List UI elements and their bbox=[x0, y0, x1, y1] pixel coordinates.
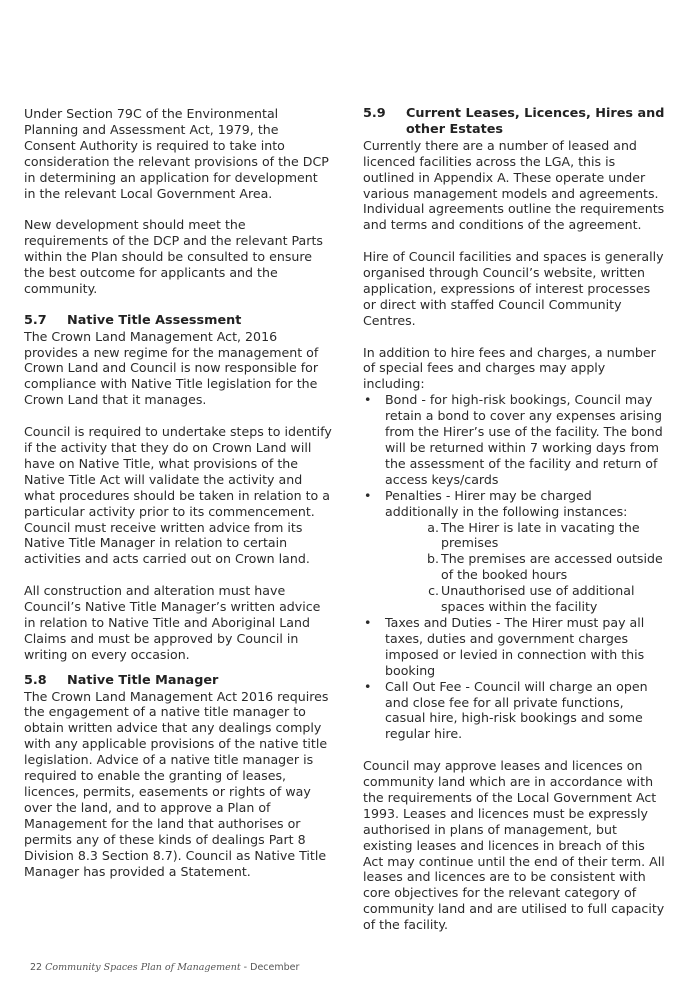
section-5-7-paragraph-2: Council is required to undertake steps to identify if the activity that they do on Crown Land will have on Native Title, what provisions of the Native Title Act will validate the activity and what procedures should be taken in relation to a particular activity prior to its commencement. Council must receive written advice from its Native Title Manager in relation to certain activities and acts carried out on Crown land. bbox=[24, 424, 332, 567]
penalty-item-marker: b. bbox=[427, 551, 439, 567]
bullet-bond bbox=[363, 392, 665, 487]
bullet-penalties bbox=[363, 488, 665, 615]
penalty-sub-list bbox=[385, 520, 665, 615]
penalty-item bbox=[405, 583, 665, 615]
section-5-7-title: Native Title Assessment bbox=[67, 312, 242, 328]
section-5-7-heading bbox=[24, 313, 333, 329]
intro-paragraph-1: Under Section 79C of the Environmental Planning and Assessment Act, 1979, the Consent Authority is required to take into consideration the relevant provisions of the DCP in determining an application for development in the relevant Local Government Area. bbox=[24, 106, 329, 201]
section-5-8-heading bbox=[24, 673, 333, 689]
bullet-penalties-text: Penalties - Hirer may be charged additionally in the following instances: bbox=[385, 487, 628, 519]
section-5-7-number: 5.7 bbox=[24, 312, 47, 328]
section-5-9-paragraph-2: Hire of Council facilities and spaces is generally organised through Council’s website, written application, expressions of interest processes or direct with staffed Council Community Centres. bbox=[363, 249, 664, 328]
bullet-bond-text: Bond - for high-risk bookings, Council may retain a bond to cover any expenses arising from the Hirer’s use of the facility. The bond will be returned within 7 working days from the assessment of the facility and return of access keys/cards bbox=[385, 392, 663, 487]
section-5-9-paragraph-3: In addition to hire fees and charges, a number of special fees and charges may apply including: bbox=[363, 344, 656, 392]
document-title: Community Spaces Plan of Management bbox=[45, 962, 241, 973]
section-5-9-closing-paragraph: Council may approve leases and licences on community land which are in accordance with the requirements of the Local Government Act 1993. Leases and licences must be expressly authorised in plans of management, but existing leases and licences in breach of this Act may continue until the end of their term. All leases and licences are to be consistent with core objectives for the relevant category of community land and are utilised to full capacity of the facility. bbox=[363, 758, 665, 933]
footer-date: December bbox=[250, 962, 300, 973]
bullet-taxes bbox=[363, 615, 665, 679]
penalty-item-text: Unauthorised use of additional spaces within the facility bbox=[441, 583, 635, 615]
fees-bullet-list bbox=[363, 392, 665, 742]
penalty-item bbox=[405, 551, 665, 583]
section-5-7-paragraph-3: All construction and alteration must have Council’s Native Title Manager’s written advice in relation to Native Title and Aboriginal Land Claims and must be approved by Council in writing on every occasion. bbox=[24, 583, 321, 662]
penalty-item-text: The premises are accessed outside of the booked hours bbox=[441, 551, 663, 583]
section-5-9-paragraph-1: Currently there are a number of leased and licenced facilities across the LGA, this is outlined in Appendix A. These operate under various management models and agreements. Individual agreements outline the requirements and terms and conditions of the agreement. bbox=[363, 137, 665, 233]
section-5-8-number: 5.8 bbox=[24, 672, 47, 688]
bullet-call-out-fee bbox=[363, 679, 665, 743]
penalty-item-marker: c. bbox=[428, 583, 439, 599]
intro-paragraph-2: New development should meet the requirements of the DCP and the relevant Parts within the Plan should be consulted to ensure the best outcome for applicants and the community. bbox=[24, 217, 323, 296]
right-column bbox=[363, 106, 665, 949]
bullet-call-out-text: Call Out Fee - Council will charge an open and close fee for all private functions, casual hire, high-risk bookings and some regular hire. bbox=[385, 678, 648, 742]
penalty-item-marker: a. bbox=[427, 519, 439, 535]
bullet-taxes-text: Taxes and Duties - The Hirer must pay all taxes, duties and government charges imposed or levied in connection with this booking bbox=[385, 614, 645, 678]
section-5-9-title: Current Leases, Licences, Hires and other Estates bbox=[406, 106, 665, 137]
section-5-7-paragraph-1: The Crown Land Management Act, 2016 provides a new regime for the management of Crown Land and Council is now responsible for compliance with Native Title legislation for the Crown Land that it manages. bbox=[24, 328, 319, 408]
page-footer bbox=[30, 962, 299, 974]
section-5-9-number: 5.9 bbox=[363, 106, 386, 121]
penalty-item-text: The Hirer is late in vacating the premises bbox=[441, 519, 640, 551]
left-column bbox=[24, 106, 333, 895]
page-number: 22 bbox=[30, 962, 43, 973]
penalty-item bbox=[405, 520, 665, 552]
section-5-8-paragraph-1: The Crown Land Management Act 2016 requires the engagement of a native title manager to obtain written advice that any dealings comply with any applicable provisions of the native title legislation. Advice of a native title manager is required to enable the granting of leases, licences, permits, easements or rights of way over the land, and to approve a Plan of Management for the land that authorises or permits any of these kinds of dealings Part 8 Division 8.3 Section 8.7). Council as Native Title Manager has provided a Statement. bbox=[24, 688, 329, 879]
footer-separator: - bbox=[243, 962, 248, 973]
section-5-9-heading bbox=[363, 106, 665, 138]
section-5-8-title: Native Title Manager bbox=[67, 672, 219, 688]
